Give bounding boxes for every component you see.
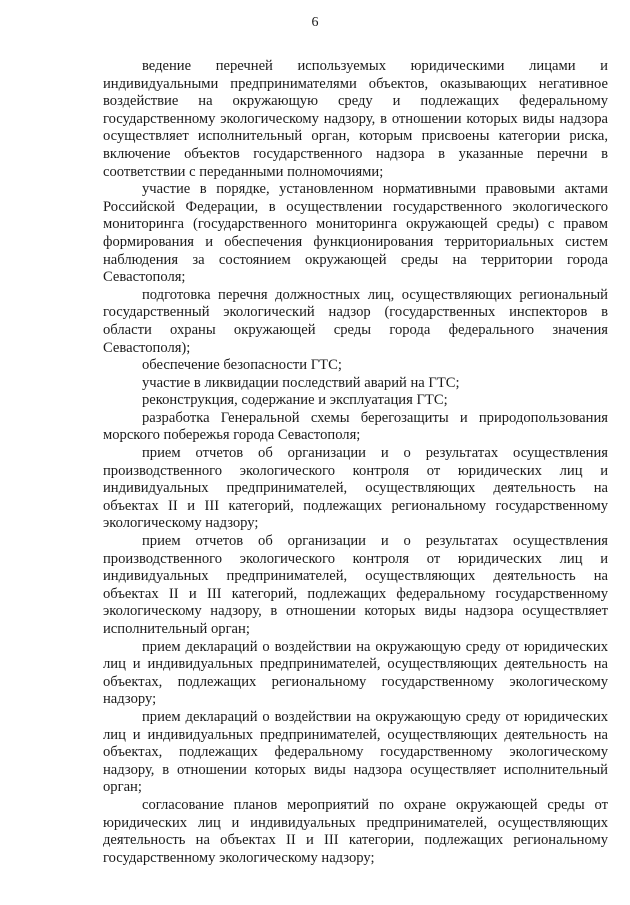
paragraph-declarations-regional: прием деклараций о воздействии на окружающую среду от юридических лиц и индивидуальных предпринимателей, осуществляющих деятельность на объектах, подлежащих региональному государственному экологическому надзору; (103, 638, 608, 708)
paragraph-reports-federal: прием отчетов об организации и о результатах осуществления производственного экологического контроля от юридических лиц и индивидуальных предпринимателей, осуществляющих деятельность на объектах II и III категорий, подлежащих федеральному государственному экологическому надзору, в отношении которых виды надзора осуществляет исполнительный орган; (103, 533, 608, 637)
paragraph-reports-regional: прием отчетов об организации и о результатах осуществления производственного экологического контроля от юридических лиц и индивидуальных предпринимателей, осуществляющих деятельность на объектах II и III категорий, подлежащих региональному государственному экологическому надзору; (103, 445, 608, 532)
paragraph-plans-approval: согласование планов мероприятий по охране окружающей среды от юридических лиц и индивидуальных предпринимателей, осуществляющих деятельность на объектах II и III категории, подлежащих региональному государственному экологическому надзору; (103, 796, 608, 866)
page-number: 6 (311, 15, 319, 30)
paragraph-gts-maintenance: реконструкция, содержание и эксплуатация ГТС; (142, 392, 448, 409)
paragraph-inspectors-list: подготовка перечня должностных лиц, осуществляющих региональный государственный экологический надзор (государственных инспекторов в области охраны окружающей среды города федерального значения Севастополя); (103, 286, 608, 356)
document-body (103, 58, 608, 867)
paragraph-monitoring: участие в порядке, установленном нормативными правовыми актами Российской Федерации, в осуществлении государственного экологического мониторинга (государственного мониторинга окружающей среды) с правом формирования и обеспечения функционирования территориальных систем наблюдения за состоянием окружающей среды на территории города Севастополя; (103, 181, 608, 286)
paragraph-gts-accidents: участие в ликвидации последствий аварий на ГТС; (142, 374, 460, 391)
paragraph-registry: ведение перечней используемых юридическими лицами и индивидуальными предпринимателями объектов, оказывающих негативное воздействие на окружающую среду и подлежащих федеральному государственному экологическому надзору, в отношении которых виды надзора осуществляет исполнительный орган, которым присвоены категории риска, включение объектов государственного надзора в указанные перечни в соответствии с переданными полномочиями; (103, 58, 608, 180)
paragraph-declarations-federal: прием деклараций о воздействии на окружающую среду от юридических лиц и индивидуальных предпринимателей, осуществляющих деятельность на объектах, подлежащих федеральному государственному экологическому надзору, в отношении которых виды надзора осуществляет исполнительный орган; (103, 708, 608, 796)
paragraph-gts-safety: обеспечение безопасности ГТС; (142, 357, 342, 374)
paragraph-coastal-scheme: разработка Генеральной схемы берегозащиты и природопользования морского побережья города Севастополя; (103, 409, 608, 444)
